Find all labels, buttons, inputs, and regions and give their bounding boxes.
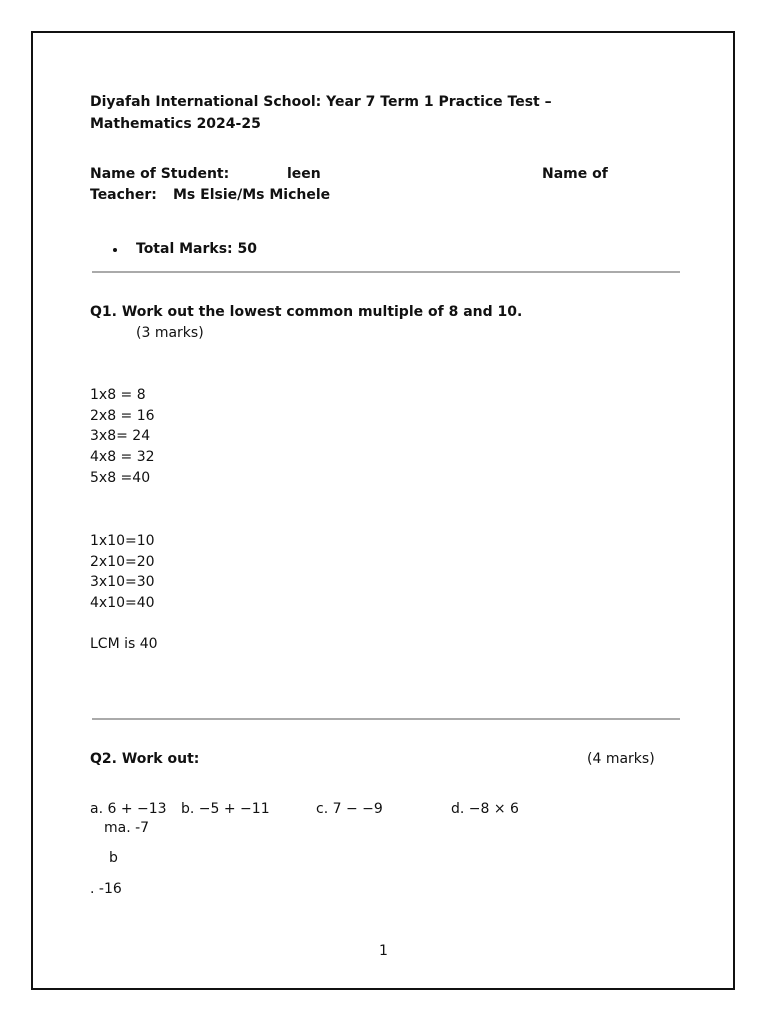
q2-part-b: b. −5 + −11 bbox=[181, 801, 270, 817]
section-divider bbox=[92, 718, 680, 720]
total-marks: Total Marks: 50 bbox=[136, 241, 258, 257]
teacher-label-part-2: Teacher: bbox=[90, 187, 157, 203]
student-name: leen bbox=[287, 166, 321, 182]
q2-part-c: c. 7 − −9 bbox=[316, 801, 383, 817]
document-page bbox=[31, 31, 735, 990]
working-line: 5x8 =40 bbox=[90, 469, 151, 486]
student-label: Name of Student: bbox=[90, 166, 230, 182]
q2-answer-b: . -16 bbox=[90, 881, 122, 897]
q1-multiples-of-10 bbox=[90, 531, 155, 614]
q2-answer-a: ma. -7 bbox=[104, 820, 150, 836]
working-line: 1x10=10 bbox=[90, 533, 155, 549]
page-number: 1 bbox=[379, 943, 388, 959]
q2-marks: (4 marks) bbox=[587, 751, 655, 767]
working-line: 3x8= 24 bbox=[90, 428, 151, 445]
q1-answer: LCM is 40 bbox=[90, 636, 158, 652]
bullet-icon bbox=[113, 248, 117, 252]
q2-part-d: d. −8 × 6 bbox=[451, 801, 519, 817]
working-line: 3x10=30 bbox=[90, 574, 155, 591]
q1-marks: (3 marks) bbox=[136, 325, 204, 341]
working-line: 2x10=20 bbox=[90, 553, 155, 570]
document-title-line-2: Mathematics 2024-25 bbox=[90, 116, 261, 132]
teacher-name: Ms Elsie/Ms Michele bbox=[173, 187, 331, 203]
working-line: 2x8 = 16 bbox=[90, 407, 155, 424]
working-line: 4x10=40 bbox=[90, 595, 155, 612]
q1-multiples-of-8 bbox=[90, 385, 155, 489]
q2-part-a: a. 6 + −13 bbox=[90, 801, 167, 817]
q2-question: Q2. Work out: bbox=[90, 751, 200, 767]
q1-question: Q1. Work out the lowest common multiple of 8 and 10. bbox=[90, 304, 523, 320]
working-line: 1x8 = 8 bbox=[90, 387, 146, 403]
section-divider bbox=[92, 271, 680, 273]
working-line: 4x8 = 32 bbox=[90, 449, 155, 466]
document-title-line-1: Diyafah International School: Year 7 Term 1 Practice Test – bbox=[90, 94, 552, 110]
teacher-label-part-1: Name of bbox=[542, 166, 608, 182]
q2-answer-b-label: b bbox=[109, 850, 118, 866]
